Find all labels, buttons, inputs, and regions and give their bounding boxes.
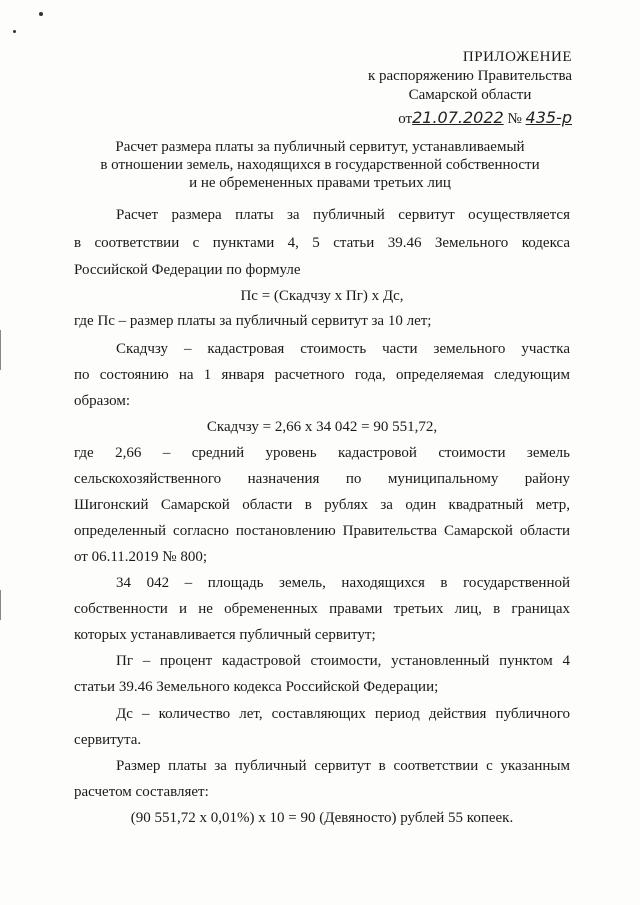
document-title-line: и не обремененных правами третьих лиц bbox=[189, 175, 451, 191]
text-line: Размер платы за публичный сервитут в соответствии с указанным bbox=[116, 758, 570, 774]
text-line: Дс – количество лет, составляющих период действия публичного bbox=[116, 706, 570, 722]
document-title bbox=[70, 138, 570, 192]
document-title-line: Расчет размера платы за публичный сервитут, устанавливаемый bbox=[115, 139, 525, 155]
appendix-line2: Самарской области bbox=[408, 87, 532, 103]
scan-dot bbox=[13, 30, 16, 33]
handwritten-date: 21.07.2022 bbox=[412, 108, 504, 127]
text-line: где 2,66 – средний уровень кадастровой стоимости земель bbox=[74, 445, 570, 461]
text-line: расчетом составляет: bbox=[74, 784, 209, 800]
text-line: 34 042 – площадь земель, находящихся в государственной bbox=[116, 575, 570, 591]
text-line: которых устанавливается публичный сервитут; bbox=[74, 627, 376, 643]
handwritten-number: 435-р bbox=[525, 108, 572, 127]
text-line: по состоянию на 1 января расчетного года, определяемая следующим bbox=[74, 367, 570, 383]
text-line: собственности и не обремененных правами третьих лиц, в границах bbox=[74, 601, 570, 617]
text-line: где Пс – размер платы за публичный сервитут за 10 лет; bbox=[74, 313, 432, 329]
scan-line bbox=[0, 330, 1, 370]
text-line: Расчет размера платы за публичный сервитут осуществляется bbox=[116, 207, 570, 223]
date-prefix: от bbox=[398, 111, 413, 127]
appendix-date-line bbox=[368, 108, 572, 129]
formula: Скадчзу = 2,66 х 34 042 = 90 551,72, bbox=[206, 419, 438, 435]
number-prefix: № bbox=[507, 111, 522, 127]
appendix-title: ПРИЛОЖЕНИЕ bbox=[462, 49, 572, 65]
scan-line bbox=[0, 590, 1, 620]
document-title-line: в отношении земель, находящихся в государственной собственности bbox=[100, 157, 540, 173]
text-line: образом: bbox=[74, 393, 131, 409]
appendix-header bbox=[368, 48, 572, 129]
text-line: определенный согласно постановлению Правительства Самарской области bbox=[74, 523, 570, 539]
formula: Пс = (Скадчзу х Пг) х Дс, bbox=[240, 288, 404, 304]
text-line: Шигонский Самарской области в рублях за один квадратный метр, bbox=[74, 497, 570, 513]
text-line: в соответствии с пунктами 4, 5 статьи 39.46 Земельного кодекса bbox=[74, 235, 570, 251]
text-line: статьи 39.46 Земельного кодекса Российской Федерации; bbox=[74, 679, 439, 695]
formula: (90 551,72 х 0,01%) х 10 = 90 (Девяносто) рублей 55 копеек. bbox=[130, 810, 514, 826]
text-line: Российской Федерации по формуле bbox=[74, 262, 301, 278]
text-line: сервитута. bbox=[74, 732, 142, 748]
appendix-line1: к распоряжению Правительства bbox=[367, 68, 572, 84]
scan-dot bbox=[39, 12, 43, 16]
text-line: сельскохозяйственного назначения по муниципальному району bbox=[74, 471, 570, 487]
text-line: от 06.11.2019 № 800; bbox=[74, 549, 208, 565]
text-line: Пг – процент кадастровой стоимости, установленный пунктом 4 bbox=[116, 653, 570, 669]
text-line: Скадчзу – кадастровая стоимость части земельного участка bbox=[116, 341, 570, 357]
